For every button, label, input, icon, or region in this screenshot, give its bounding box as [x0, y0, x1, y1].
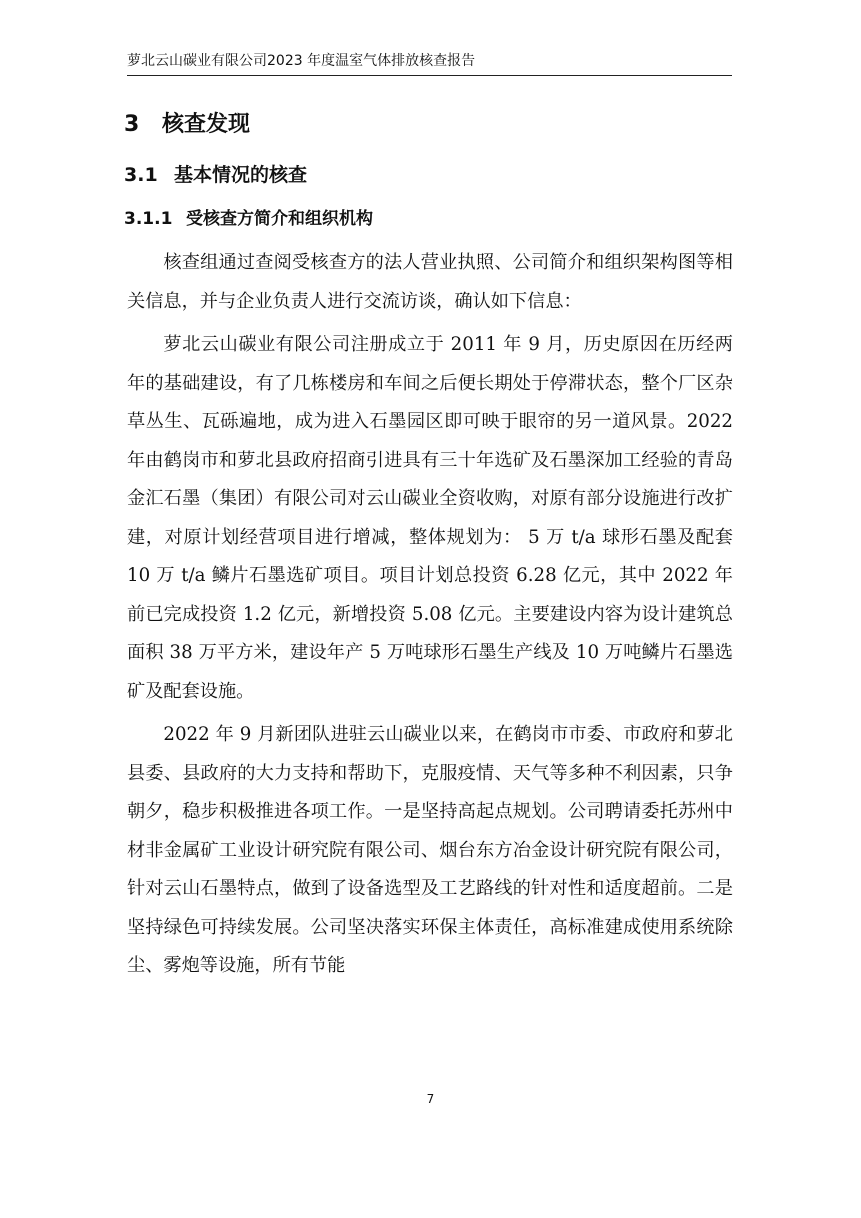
subsubsection-number: 3.1.1: [124, 209, 173, 229]
paragraph-progress: 2022 年 9 月新团队进驻云山碳业以来，在鹤岗市市委、市政府和萝北县委、县政府的大力支持和帮助下，克服疫情、天气等多种不利因素，只争朝夕，稳步积极推进各项工作。一是坚持高起点规划。公司聘请委托苏州中材非金属矿工业设计研究院有限公司、烟台东方冶金设计研究院有限公司，针对云山石墨特点，做到了设备选型及工艺路线的针对性和适度超前。二是坚持绿色可持续发展。公司坚决落实环保主体责任，高标准建成使用系统除尘、雾炮等设施，所有节能: [127, 724, 733, 976]
section-number: 3: [124, 112, 140, 137]
paragraph-intro: 核查组通过查阅受核查方的法人营业执照、公司简介和组织架构图等相关信息，并与企业负责人进行交流访谈，确认如下信息：: [127, 252, 733, 312]
subsection-title: 基本情况的核查: [174, 164, 308, 186]
body-text: [127, 244, 733, 991]
subsection-heading: [124, 160, 307, 190]
subsubsection-title: 受核查方简介和组织机构: [186, 209, 373, 229]
section-heading: [124, 108, 250, 142]
running-header: 萝北云山碳业有限公司2023 年度温室气体排放核查报告: [127, 51, 732, 76]
section-title: 核查发现: [162, 112, 251, 137]
subsection-number: 3.1: [124, 164, 158, 186]
paragraph-company-history: 萝北云山碳业有限公司注册成立于 2011 年 9 月，历史原因在历经两年的基础建设，有了几栋楼房和车间之后便长期处于停滞状态，整个厂区杂草丛生、瓦砾遍地，成为进入石墨园区即可映于眼帘的另一道风景。2022 年由鹤岗市和萝北县政府招商引进具有三十年选矿及石墨深加工经验的青岛金汇石墨（集团）有限公司对云山碳业全资收购，对原有部分设施进行改扩建，对原计划经营项目进行增减，整体规划为： 5 万 t/a 球形石墨及配套 10 万 t/a 鳞片石墨选矿项目。项目计划总投资 6.28 亿元，其中 2022 年前已完成投资 1.2 亿元，新增投资 5.08 亿元。主要建设内容为设计建筑总面积 38 万平方米，建设年产 5 万吨球形石墨生产线及 10 万吨鳞片石墨选矿及配套设施。: [127, 334, 733, 702]
page-number: 7: [426, 1092, 435, 1106]
subsubsection-heading: [124, 204, 373, 234]
